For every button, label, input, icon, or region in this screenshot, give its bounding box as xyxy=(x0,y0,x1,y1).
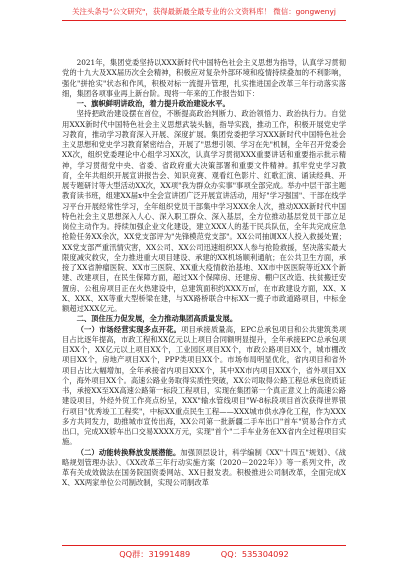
section-heading-1: 一、旗帜鲜明讲政治，着力提升政治建设水平。 xyxy=(76,99,230,108)
section-heading-2: 二、顶住压力促发展，全力推动集团高质量发展。 xyxy=(76,314,238,324)
subsection-1-text: 项目承接质量高，EPC总承包项目和公共建筑类项目占比逐年提高，市政工程和XX亿元以上项目合同额明显提升，全年承接EPC总承包项目XX个，XX亿元以上项目XX个，工业园区项目XX个，市政公路项目XX个，城市棚改项目XX个，房地产项目XX个，PPP类项目XX个。市场布局明显优化，省内项目和省外项目占比大幅增加，全年承接省内项目XXX个，其中XX市内项目XXX个，省外项目XX个，海外项目XX个。高速公路业务取得实质性突破，XX公司取得公路工程总承包资质证书，承接XX至XX高速公路第一标段工程项目，实现在集团第一个真正意义上的高速公路建设项目，外经外贸工作亮点纷呈，XXX"输水管线项目"W-8标段项目首次获得世界银行项目"优秀竣工工程奖"，中标XX重点民生工程——XXX城市供水净化工程，作为XXX多方共同发力，助推城市宣传出海，XX公司第一批新疆二手车出口"首车"贸易合作方式出口，完成XX轿车出口交易XXXX万元，实现"首个"二手车业务在XX省内全过程项目实施。 xyxy=(62,324,346,447)
footer-divider xyxy=(62,545,346,546)
subsection-2-paragraph xyxy=(62,448,346,489)
section-1-paragraph: 坚持把政治建设摆在首位，不断提高政治判断力、政治领悟力、政治执行力。自觉用XXX新时代中国特色社会主义思想武装头脑，指导实践，推动工作，积极开展党史学习教育，推动学习教育深入开展、深度扩展。集团党委把学习XXX新时代中国特色社会主义思想和党史学习教育紧密结合，开展了"思想引领、学习在先"机制，全年召开党委会XX次，组织党委理论中心组学习XX次，认真学习贯彻XXX重要讲话和重要指示批示精神，学习贯彻党中央、省委、省政府重大决策部署和重要文件精神。抓牢党史学习教育，全年共组织开展宣讲报告会、知识竞赛、观看红色影片、红歌汇演、诵读经典、开展专题研讨等大型活动XX次，XX项"我为群众办实事"事项全部完成。举办中层干部主题教育读书班，组建XX届x中全会宣讲团广泛开展宣讲活动，用好"学习强国"、干部在线学习平台开展经常性学习，全年组织党员干部集中学习XXX余人次，推动XXX新时代中国特色社会主义思想深入人心、深入职工群众、深入基层，全方位推动基层党员干部立足岗位主动作为。持续加强企业文化建设，建立XXX人的基干民兵队伍，全年共完成应急抢险任务XX余次，XX党支部评为"先锋模范党支部"。XX公司抽调XX人投入救援处置；XX党支部严重汛情灾害，XX公司、XX公司迅速组织XX人参与抢险救援，坚决落实最大限度减灾救灾，全力推进重大项目建设、承建的XX机场顺利通航；在公共卫生方面，承接了XX省肿瘤医院、XX市三医院、XX重大疫情救治基地、XX市中医医院等近XX个新建、改建项目，在民生保障方面，超过XX个保障房、还建房、棚户区改造、扶贫搬迁安置房、公租房项目正在火热建设中，总建筑面积约XXX万㎡，在市政建设方面，XX、XX、XXX、XX等重大型桥梁在建，与XX路桥联合中标XX一揽子市政道路项目，中标金额超过XXX亿元。 xyxy=(62,109,346,313)
document-body xyxy=(62,58,346,489)
banner-divider xyxy=(62,20,346,21)
subsection-2-text: 加强顶层设计，科学编制《XX"十四五"规划》、《战略规划管理办法》、《XX改革三年行动实施方案（2020－2022年）》等一系列文件，改革有关成效做法在国务院国资委网站、XX日报发表。积极推进公司制改革，全面完成XX、XX两家单位公司制改制，实现公司制改革 xyxy=(62,447,346,488)
subsection-2-title: （二）动能转换释放发展潜能。 xyxy=(76,447,181,457)
subsection-1-title: （一）市场经营实现多点开花。 xyxy=(76,324,182,334)
footer-qq-group: QQ群：31991489 xyxy=(119,549,191,559)
footer-contacts xyxy=(0,549,408,560)
footer xyxy=(0,545,408,565)
banner-text: 关注头条号"公文研究"，获得最新最全最专业的公文资料库！ 微信：gongwenyj xyxy=(72,7,336,16)
intro-paragraph: 2021年，集团党委坚持以XXX新时代中国特色社会主义思想为指导，认真学习贯彻党的十九大及XX届历次全会精神，积极应对复杂外部环境和疫情持续叠加的不利影响，强化"拼抢实"状态和作风，积极对标一流提升管理，扎实推进国企改革三年行动落实落细，集团各项事业再上新台阶。现将一年来的工作报告如下： xyxy=(62,58,346,98)
header-banner xyxy=(0,0,408,34)
subsection-1-paragraph xyxy=(62,325,346,448)
footer-qq: QQ：535304092 xyxy=(220,549,289,559)
